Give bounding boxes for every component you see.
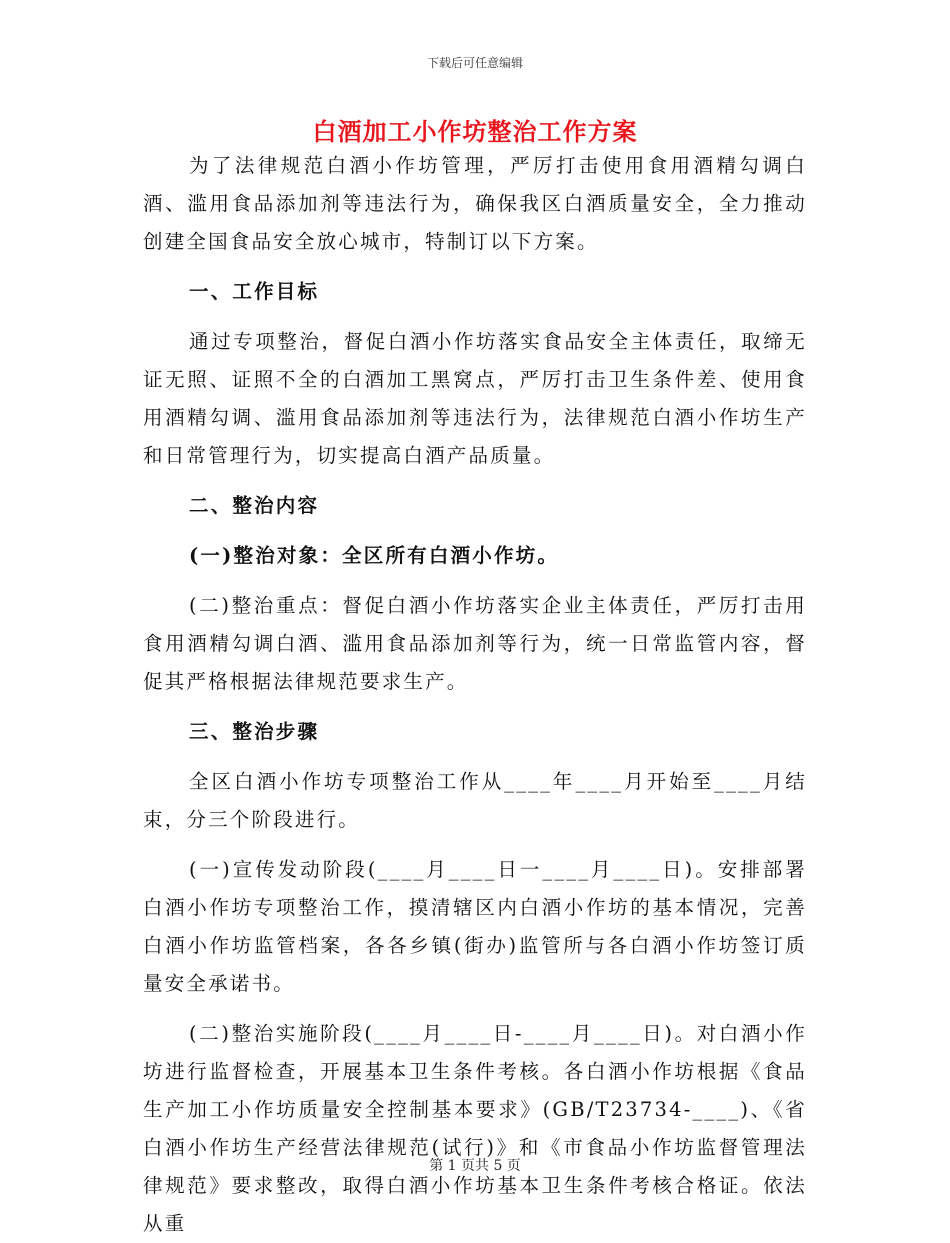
header-note: 下载后可任意编辑 — [426, 56, 523, 70]
steps-paragraph: 全区白酒小作坊专项整治工作从____年____月开始至____月结束，分三个阶段进行。 — [143, 770, 807, 831]
document-body — [143, 147, 807, 1243]
subsection-focus: (二)整治重点：督促白酒小作坊落实企业主体责任，严厉打击用食用酒精勾调白酒、滥用食品添加剂等行为，统一日常监管内容，督促其严格根据法律规范要求生产。 — [143, 594, 807, 693]
phase-two-paragraph: (二)整治实施阶段(____月____日-____月____日)。对白酒小作坊进行监督检查，开展基本卫生条件考核。各白酒小作坊根据《食品生产加工小作坊质量安全控制基本要求》(GB/T23734-____)、《省白酒小作坊生产经营法律规范(试行)》和《市食品小作坊监督管理法律规范》要求整改，取得白酒小作坊基本卫生条件考核合格证。依法从重 — [143, 1022, 807, 1235]
intro-paragraph: 为了法律规范白酒小作坊管理，严厉打击使用食用酒精勾调白酒、滥用食品添加剂等违法行为，确保我区白酒质量安全，全力推动创建全国食品安全放心城市，特制订以下方案。 — [143, 154, 807, 253]
section-heading-goals: 一、工作目标 — [189, 280, 320, 303]
section-heading-steps: 三、整治步骤 — [189, 720, 320, 743]
section-heading-content: 二、整治内容 — [189, 494, 320, 517]
phase-one-paragraph: (一)宣传发动阶段(____月____日一____月____日)。安排部署白酒小作坊专项整治工作，摸清辖区内白酒小作坊的基本情况，完善白酒小作坊监管档案，各各乡镇(街办)监管所与各白酒小作坊签订质量安全承诺书。 — [143, 858, 807, 995]
page-footer: 第 1 页共 5 页 — [429, 1158, 521, 1174]
goals-paragraph: 通过专项整治，督促白酒小作坊落实食品安全主体责任，取缔无证无照、证照不全的白酒加工黑窝点，严厉打击卫生条件差、使用食用酒精勾调、滥用食品添加剂等违法行为，法律规范白酒小作坊生产和日常管理行为，切实提高白酒产品质量。 — [143, 330, 807, 467]
subsection-target: (一)整治对象：全区所有白酒小作坊。 — [189, 544, 560, 567]
document-title: 白酒加工小作坊整治工作方案 — [312, 117, 638, 146]
